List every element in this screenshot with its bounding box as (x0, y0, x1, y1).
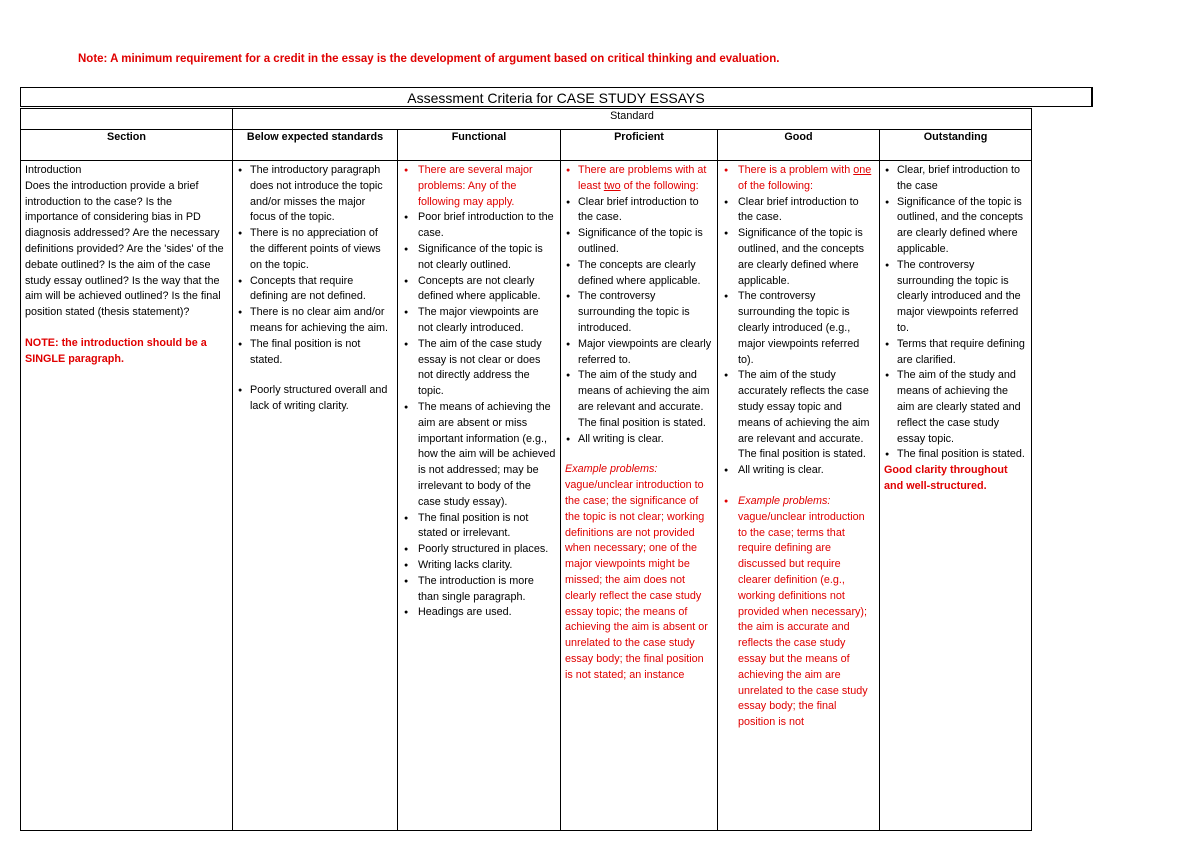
below-expected-list (237, 163, 393, 368)
list-item: ● The controversy surrounding the topic is clearly introduced (e.g., major viewpoints referred to). (722, 289, 875, 368)
list-item: ● The final position is not stated. (237, 337, 393, 369)
header-proficient: Proficient (561, 130, 718, 161)
introduction-row (21, 161, 1032, 831)
header-below-expected: Below expected standards (233, 130, 398, 161)
list-item: ● There is no clear aim and/or means for achieving the aim. (237, 305, 393, 337)
rubric-title: Assessment Criteria for CASE STUDY ESSAYS (20, 87, 1093, 107)
list-item: ● The controversy surrounding the topic is introduced. (565, 289, 713, 336)
list-item: ● Significance of the topic is outlined, and the concepts are clearly defined where applicable. (884, 195, 1027, 258)
list-item: ● Significance of the topic is outlined. (565, 226, 713, 258)
list-item: ● Significance of the topic is not clearly outlined. (402, 242, 556, 274)
list-item: ● Poorly structured in places. (402, 542, 556, 558)
list-item: ● The controversy surrounding the topic is clearly introduced and the major viewpoints referred to. (884, 258, 1027, 337)
standard-row-blank (21, 109, 233, 130)
list-item: ● The aim of the study and means of achieving the aim are relevant and accurate. The final position is stated. (565, 368, 713, 431)
list-item: ● There is no appreciation of the different points of views on the topic. (237, 226, 393, 273)
list-item: ● Headings are used. (402, 605, 556, 621)
below-expected-cell (233, 161, 398, 831)
outstanding-cell (880, 161, 1032, 831)
proficient-intro: ● There are problems with at least two of the following: (565, 163, 713, 195)
list-item: ● Concepts are not clearly defined where applicable. (402, 274, 556, 306)
section-description: Does the introduction provide a brief introduction to the case? Is the importance of considering bias in PD diagnosis addressed? Are the necessary definitions provided? Are the 'sides' of the debate outlined? Is the aim of the case study essay outlined? Is the way that the aim will be achieved outlined? Is the final position stated (thesis statement)? (25, 179, 224, 319)
list-item: ● Poorly structured overall and lack of writing clarity. (237, 383, 393, 415)
good-example: ● Example problems: vague/unclear introduction to the case; terms that require defining are discussed but require clearer definition (e.g., working definitions not provided when necessary); the aim is accurate and reflects the case study essay but the means of achieving the aim are unrelated to the case study essay body; the final position is not (722, 494, 875, 731)
list-item: ● The means of achieving the aim are absent or miss important information (e.g., how the aim will be achieved is not addressed; may be irrelevant to body of the case study essay). (402, 400, 556, 511)
good-list (722, 163, 875, 479)
list-item: ● Concepts that require defining are not defined. (237, 274, 393, 306)
good-cell (718, 161, 880, 831)
section-note: NOTE: the introduction should be a SINGLE paragraph. (25, 336, 207, 365)
list-item: ● The final position is stated. (884, 447, 1027, 463)
credit-requirement-note: Note: A minimum requirement for a credit in the essay is the development of argument based on critical thinking and evaluation. (78, 53, 780, 65)
list-item: ● All writing is clear. (722, 463, 875, 479)
list-item: ● Poor brief introduction to the case. (402, 210, 556, 242)
list-item: ● The concepts are clearly defined where applicable. (565, 258, 713, 290)
standard-row (21, 109, 1032, 130)
list-item: ● The aim of the case study essay is not clear or does not directly address the topic. (402, 337, 556, 400)
header-outstanding: Outstanding (880, 130, 1032, 161)
list-item: ● Terms that require defining are clarified. (884, 337, 1027, 369)
header-good: Good (718, 130, 880, 161)
list-item: ● Significance of the topic is outlined, and the concepts are clearly defined where applicable. (722, 226, 875, 289)
list-item: ● Writing lacks clarity. (402, 558, 556, 574)
list-item: ● All writing is clear. (565, 432, 713, 448)
section-cell (21, 161, 233, 831)
proficient-list (565, 163, 713, 447)
list-item: ● The final position is not stated or irrelevant. (402, 511, 556, 543)
list-item: ● Clear brief introduction to the case. (565, 195, 713, 227)
proficient-example-text: vague/unclear introduction to the case; the significance of the topic is not clear; working definitions are not provided when necessary; one of the major viewpoints might be missed; the aim does not clearly reflect the case study essay topic; the means of achieving the aim is absent or unrelated to the case study essay body; the final position is not stated; an instance (565, 479, 708, 681)
list-item: ● The aim of the study accurately reflects the case study essay topic and means of achieving the aim are relevant and accurate. The final position is stated. (722, 368, 875, 463)
header-functional: Functional (398, 130, 561, 161)
proficient-example-label: Example problems: (565, 463, 658, 476)
functional-intro: ● There are several major problems: Any of the following may apply. (402, 163, 556, 210)
proficient-cell (561, 161, 718, 831)
list-item: ● The introduction is more than single paragraph. (402, 574, 556, 606)
list-item: ● The major viewpoints are not clearly introduced. (402, 305, 556, 337)
functional-list (402, 163, 556, 621)
standard-label: Standard (233, 109, 1032, 130)
list-item: ● Clear, brief introduction to the case (884, 163, 1027, 195)
outstanding-closing: Good clarity throughout and well-structured. (884, 464, 1008, 492)
outstanding-list (884, 163, 1027, 463)
good-intro: ● There is a problem with one of the following: (722, 163, 875, 195)
assessment-rubric-table (20, 108, 1032, 831)
list-item: ● Clear brief introduction to the case. (722, 195, 875, 227)
list-item: ● The introductory paragraph does not introduce the topic and/or misses the major focus of the topic. (237, 163, 393, 226)
functional-cell (398, 161, 561, 831)
list-item: ● The aim of the study and means of achieving the aim are clearly stated and reflect the case study essay topic. (884, 368, 1027, 447)
section-heading: Introduction (25, 164, 82, 176)
list-item: ● Major viewpoints are clearly referred to. (565, 337, 713, 369)
header-section: Section (21, 130, 233, 161)
header-row (21, 130, 1032, 161)
